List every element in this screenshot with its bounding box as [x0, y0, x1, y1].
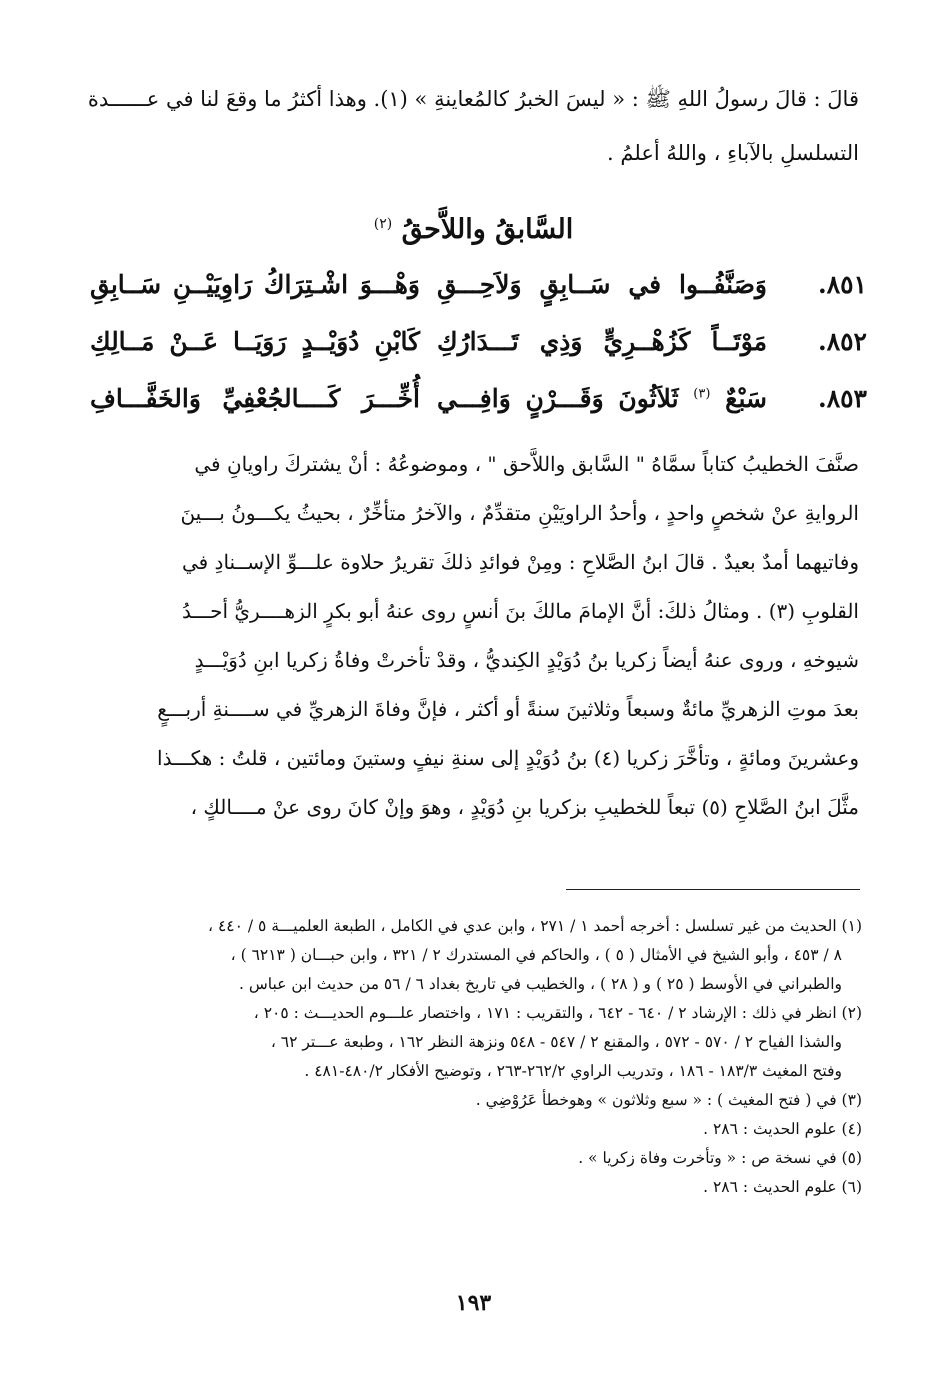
footnote-ref: (٣)	[693, 386, 711, 402]
footnote-2	[85, 999, 862, 1086]
verse-word: ثَلاَثُونَ وَقَـــرْنٍ وَافِـــي	[437, 384, 679, 413]
section-heading	[0, 214, 947, 245]
footnote-line: (٦) علوم الحديث : ٢٨٦ .	[703, 1178, 862, 1196]
verse-number: ٨٥٢.	[817, 327, 867, 356]
verse-word: سَبْعٌ	[725, 384, 767, 413]
footnote-line: (٤) علوم الحديث : ٢٨٦ .	[703, 1120, 862, 1138]
verse-second-hemistich: وَهْـــوَ اشْـتِرَاكُ رَاوِيَيْــنِ سَــابِقِ	[90, 270, 420, 299]
footnotes	[85, 912, 862, 1202]
footnote-line: (٥) في نسخة ص : « وتأخرت وفاة زكريا » .	[578, 1149, 862, 1167]
verse-first-hemistich: مَوْتَــاً كَزُهْــرِيٍّ وَذِي تَـــدَارُكِ	[437, 327, 767, 356]
footnote-line: ٨ / ٤٥٣ ، وأبو الشيخ في الأمثال ( ٥ ) ، والحاكم في المستدرك ٢ / ٣٢١ ، وابن حبـــان ( ٦٢١٣ ) ،	[230, 946, 842, 964]
intro-paragraph	[85, 72, 859, 180]
footnote-ref: (٢)	[373, 216, 393, 232]
footnote-divider	[566, 889, 860, 890]
section-title: السَّابقُ واللاَّحقُ	[401, 214, 574, 245]
footnote-1	[85, 912, 862, 999]
footnote-5	[85, 1144, 862, 1173]
page-number: ١٩٣	[455, 1290, 492, 1316]
text-line: شيوخهِ ، وروى عنهُ أيضاً زكريا بنُ دُوَيْدٍ الكِنديُّ ، وقدْ تأخرتْ وفاةُ زكريا ابنِ دُوَيْـــدٍ	[194, 648, 859, 672]
verse-number: ٨٥٣.	[817, 384, 867, 413]
text-line: الروايةِ عنْ شخصٍ واحدٍ ، وأحدُ الراويَيْنِ متقدِّمٌ ، والآخرُ متأخِّرٌ ، بحيثُ يكـــونُ بـــينَ	[180, 501, 859, 525]
footnote-line: (٣) في ( فتح المغيث ) : « سبع وثلاثون » وهوخطأ عَرُوْضِي .	[475, 1091, 862, 1109]
footnote-3	[85, 1086, 862, 1115]
verse-number: ٨٥١.	[817, 270, 867, 299]
footnote-line: والشذا الفياح ٢ / ٥٧٠ - ٥٧٢ ، والمقنع ٢ / ٥٤٧ - ٥٤٨ ونزهة النظر ١٦٢ ، وطبعة عـــتر ٦٢ ،	[270, 1033, 842, 1051]
footnote-line: وفتح المغيث ١٨٣/٣ - ١٨٦ ، وتدريب الراوي ٢٦٢/٢-٢٦٣ ، وتوضيح الأفكار ٤٨٠/٢-٤٨١ .	[304, 1062, 842, 1080]
verse-first-hemistich	[437, 384, 767, 413]
text-line: مثَّلَ ابنُ الصَّلاحِ (٥) تبعاً للخطيبِ بزكريا بنِ دُوَيْدٍ ، وهوَ وإنْ كانَ روى عنْ مــــالكٍ ،	[190, 795, 859, 819]
footnote-6	[85, 1173, 862, 1202]
footnote-line: والطبراني في الأوسط ( ٢٥ ) و ( ٢٨ ) ، والخطيب في تاريخ بغداد ٦ / ٥٦ من حديث ابن عباس .	[239, 975, 842, 993]
verse-first-hemistich: وَصَنَّفُــوا في سَــابِقٍ وَلاَحِـــقِ	[437, 270, 767, 299]
text-line: القلوبِ (٣) . ومثالُ ذلكَ: أنَّ الإمامَ مالكَ بنَ أنسٍ روى عنهُ أبو بكرٍ الزهــــريُّ أحـــدُ	[182, 599, 859, 623]
verse-852	[90, 327, 867, 384]
text-line: وعشرينَ ومائةٍ ، وتأخَّرَ زكريا (٤) بنُ دُوَيْدٍ إلى سنةِ نيفٍ وستينَ ومائتين ، قلتُ : هكـــذا	[157, 746, 859, 770]
verse-second-hemistich: كَابْنِ دُوَيْــدٍ رَوَيَــا عَــنْ مَــالِكِ	[90, 327, 420, 356]
footnote-line: (٢) انظر في ذلك : الإرشاد ٢ / ٦٤٠ - ٦٤٢ ، والتقريب : ١٧١ ، واختصار علـــوم الحديـــث : ٢٠٥ ،	[253, 1004, 862, 1022]
verse-851	[90, 270, 867, 327]
text-line: صنَّفَ الخطيبُ كتاباً سمَّاهُ " السَّابق واللاَّحق " ، وموضوعُهُ : أنْ يشتركَ راويانِ في	[194, 452, 859, 476]
intro-line: التسلسلِ بالآباءِ ، واللهُ أعلمُ .	[607, 141, 859, 165]
verse-second-hemistich: أُخِّـــرَ كَــــالجُعْفِيِّ وَالخَفَّـــافِ	[90, 384, 420, 413]
commentary-paragraph	[85, 440, 859, 832]
footnote-line: (١) الحديث من غير تسلسل : أخرجه أحمد ١ / ٢٧١ ، وابن عدي في الكامل ، الطبعة العلميـــة ٥ / ٤٤٠ ،	[208, 917, 862, 935]
poem-verses	[90, 270, 867, 441]
footnote-4	[85, 1115, 862, 1144]
text-line: وفاتيهما أمدٌ بعيدٌ . قالَ ابنُ الصَّلاحِ : ومِنْ فوائدِ ذلكَ تقريرُ حلاوة علـــوِّ الإســنادِ في	[181, 550, 859, 574]
verse-853	[90, 384, 867, 441]
text-line: بعدَ موتِ الزهريِّ مائةٌ وسبعاً وثلاثينَ سنةً أو أكثر ، فإنَّ وفاةَ الزهريِّ في ســــنةِ أربـــعٍ	[157, 697, 859, 721]
intro-line: قالَ : قالَ رسولُ اللهِ ﷺ : « ليسَ الخبرُ كالمُعاينةِ » (١). وهذا أكثرُ ما وقعَ لنا في عــــــدة	[87, 87, 859, 111]
